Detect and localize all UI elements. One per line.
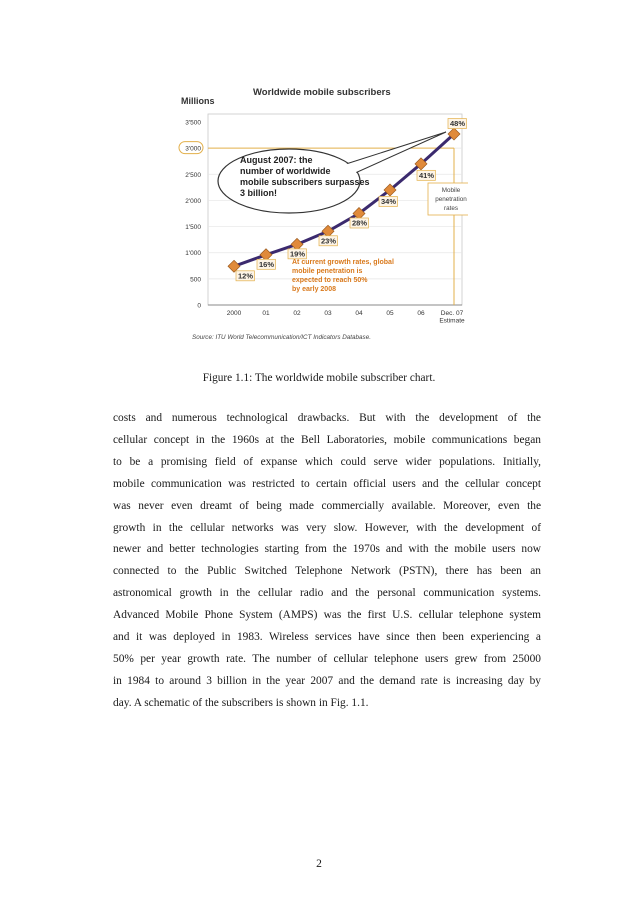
growth-annotation-line: by early 2008: [292, 286, 336, 293]
paragraph-line: newer and better technologies starting from the 1970s and with the mobile users now: [113, 543, 541, 556]
paragraph-line: 50% per year growth rate. The number of cellular telephone users grew from 25000: [113, 652, 541, 665]
x-tick-label: 02: [293, 310, 301, 317]
subscriber-chart: [178, 84, 468, 346]
growth-annotation-line: expected to reach 50%: [292, 277, 368, 284]
paragraph-line: and it was deployed in 1983. Wireless services have since then been experiencing a: [113, 631, 541, 644]
penetration-label: 41%: [419, 170, 435, 180]
paragraph-line: growth in the cellular networks was very slow. However, with the development of: [113, 521, 541, 534]
paragraph-line: in 1984 to around 3 billion in the year 2007 and the demand rate is increasing day by: [113, 674, 541, 687]
subscriber-chart-figure: [178, 84, 468, 346]
y-tick-label: 1'500: [185, 224, 201, 232]
x-tick-label: 2000: [226, 310, 242, 317]
paragraph-line: astronomical growth in the cellular radio and the personal communication systems.: [113, 587, 541, 600]
penetration-label: 12%: [238, 271, 254, 281]
x-tick-label: 05: [386, 310, 394, 317]
y-tick-label: 2'500: [185, 171, 201, 179]
paragraph-line: Advanced Mobile Phone System (AMPS) was the first U.S. cellular telephone system: [113, 609, 541, 622]
y-tick-label: 500: [190, 276, 201, 284]
y-axis-label: Millions: [181, 96, 215, 106]
x-tick-label: 06: [417, 310, 425, 317]
paragraph-line: costs and numerous technological drawbacks. But with the development of the: [113, 412, 541, 424]
x-tick-label-line: Estimate: [439, 317, 465, 325]
y-tick-label: 3'000: [185, 145, 201, 153]
x-ticks: [227, 310, 465, 325]
x-tick-label-line: Dec. 07: [440, 310, 464, 317]
penetration-label: 19%: [290, 249, 306, 259]
paragraph-line: mobile communication was restricted to certain official users and the cellular concept: [113, 477, 541, 490]
paragraph-line: was never even dreamt of being made commercially available. Moreover, even the: [113, 499, 541, 512]
x-tick-label: 04: [355, 310, 363, 317]
legend-box-text-line: rates: [444, 205, 458, 212]
y-tick-label: 3'500: [185, 119, 201, 127]
x-tick-label: [439, 310, 465, 325]
callout-text-line: August 2007: the: [240, 155, 313, 165]
callout-text-line: number of worldwide: [240, 166, 331, 176]
x-tick-label: 01: [262, 310, 270, 317]
paragraph-line: day. A schematic of the subscribers is shown in Fig. 1.1.: [113, 696, 369, 709]
penetration-label: 28%: [352, 218, 368, 228]
growth-annotation-line: mobile penetration is: [292, 268, 363, 275]
penetration-label: 16%: [259, 259, 275, 269]
callout-text-line: 3 billion!: [240, 188, 277, 198]
legend-box-group: [428, 183, 468, 215]
penetration-label: 48%: [450, 119, 466, 129]
legend-box-text-line: penetration: [435, 196, 467, 203]
body-paragraph: [113, 408, 541, 715]
growth-annotation-line: At current growth rates, global: [292, 259, 394, 266]
paragraph-line: to be a promising field of expanse which could serve wider populations. Initially,: [113, 455, 541, 468]
chart-source: Source: ITU World Telecommunication/ICT Indicators Database.: [192, 334, 371, 341]
y-tick-label: 0: [197, 302, 201, 310]
x-tick-label: 03: [324, 310, 332, 317]
penetration-label: 34%: [381, 196, 397, 206]
chart-title: Worldwide mobile subscribers: [253, 87, 391, 98]
page-number: 2: [316, 858, 322, 870]
penetration-label: 23%: [321, 236, 337, 246]
paragraph-line: connected to the Public Switched Telephone Network (PSTN), there has been an: [113, 565, 541, 578]
paragraph-line: cellular concept in the 1960s at the Bell Laboratories, mobile communications began: [113, 433, 541, 446]
y-tick-label: 2'000: [185, 197, 201, 205]
figure-caption: Figure 1.1: The worldwide mobile subscriber chart.: [202, 372, 436, 384]
callout-text-line: mobile subscribers surpasses: [240, 177, 370, 187]
y-ticks: [179, 120, 203, 310]
legend-box-text-line: Mobile: [441, 187, 461, 194]
y-tick-label: 1'000: [185, 250, 201, 258]
